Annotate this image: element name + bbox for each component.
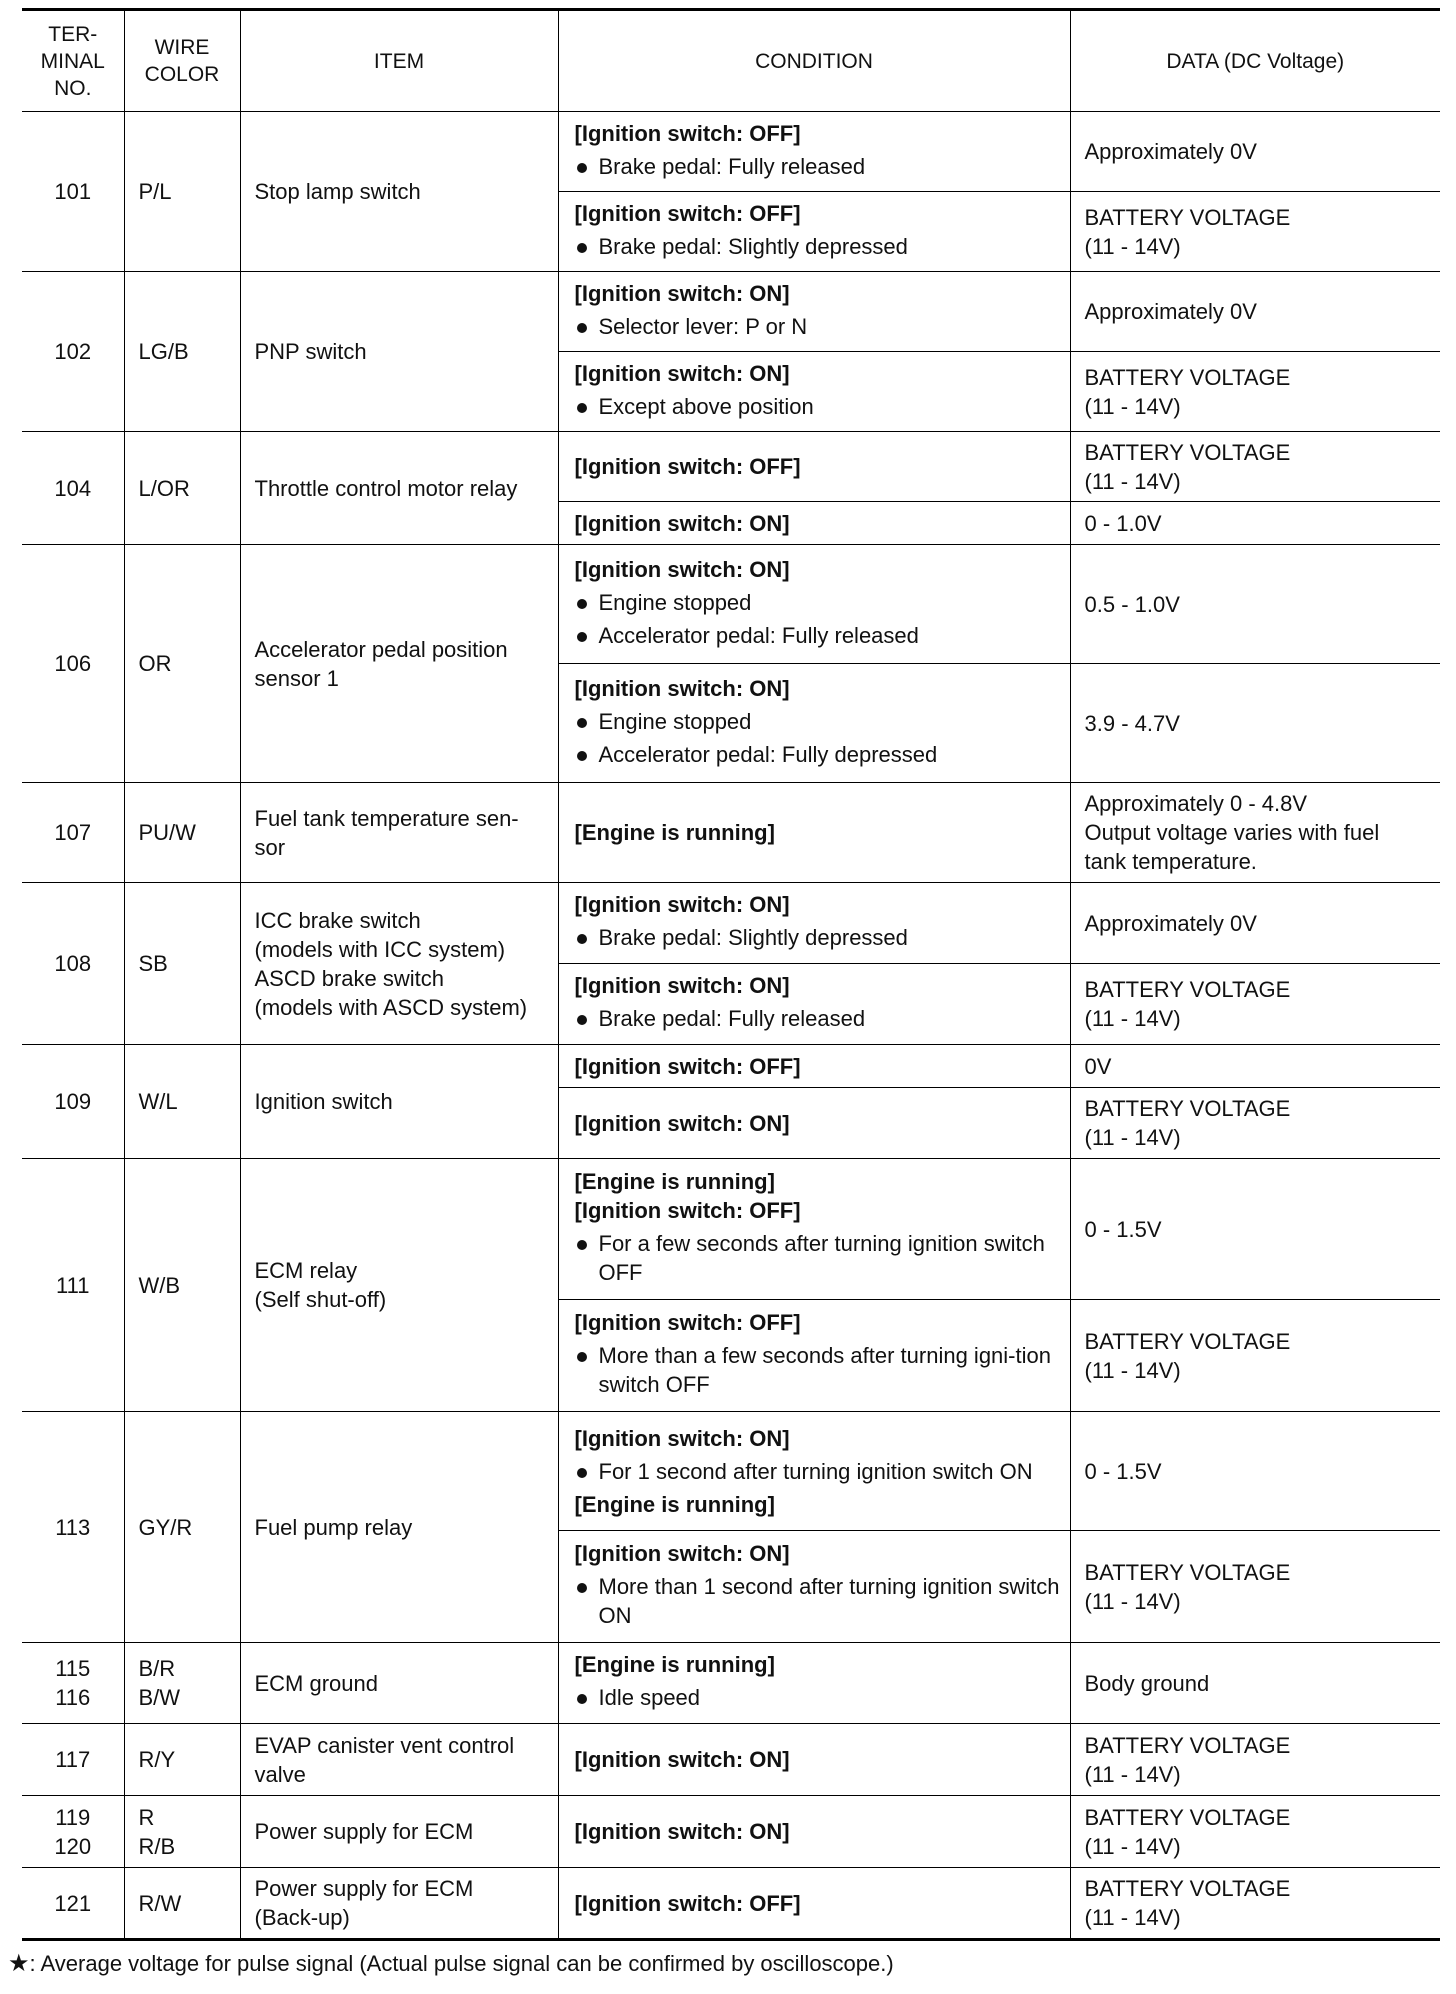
table-row bbox=[22, 1159, 1440, 1300]
condition-heading: [Engine is running] bbox=[574, 1652, 775, 1677]
condition-heading: [Ignition switch: ON] bbox=[574, 510, 790, 536]
item-cell bbox=[240, 783, 558, 883]
terminal-no-cell bbox=[22, 545, 124, 783]
cell-line: Approximately 0V bbox=[1084, 139, 1257, 164]
condition-heading: [Engine is running] bbox=[574, 820, 775, 845]
terminal-no-cell bbox=[22, 1045, 124, 1159]
data-cell bbox=[1070, 112, 1440, 192]
condition-cell bbox=[558, 1643, 1070, 1724]
condition-cell bbox=[558, 664, 1070, 783]
data-cell bbox=[1070, 192, 1440, 272]
condition-heading: [Ignition switch: OFF] bbox=[574, 200, 801, 226]
terminal-no-cell bbox=[22, 112, 124, 272]
cell-line: tank temperature. bbox=[1084, 849, 1257, 874]
terminal-data-table bbox=[22, 8, 1440, 1941]
table-body bbox=[22, 112, 1440, 1940]
cell-line: Body ground bbox=[1084, 1670, 1210, 1696]
cell-line: 102 bbox=[54, 339, 92, 364]
wire-color-cell bbox=[124, 1159, 240, 1412]
cell-line: sensor 1 bbox=[254, 665, 339, 691]
data-cell bbox=[1070, 883, 1440, 964]
table-row bbox=[22, 1724, 1440, 1796]
data-cell bbox=[1070, 1868, 1440, 1940]
star-icon: ★ bbox=[8, 1950, 30, 1977]
condition-bullet: More than a few seconds after turning igni-tion switch OFF bbox=[575, 1341, 1062, 1399]
item-cell bbox=[240, 272, 558, 432]
header-data: DATA (DC Voltage) bbox=[1070, 10, 1440, 112]
cell-line: 121 bbox=[54, 1890, 92, 1916]
header-wire-color: WIRE COLOR bbox=[124, 10, 240, 112]
cell-line: Approximately 0V bbox=[1084, 910, 1257, 936]
condition-cell bbox=[558, 112, 1070, 192]
wire-color-cell bbox=[124, 1045, 240, 1159]
data-cell bbox=[1070, 964, 1440, 1045]
table-row bbox=[22, 1045, 1440, 1088]
cell-line: B/W bbox=[138, 1685, 181, 1710]
condition-heading: [Ignition switch: ON] bbox=[574, 973, 790, 998]
terminal-no-cell bbox=[22, 783, 124, 883]
cell-line: 108 bbox=[54, 951, 92, 976]
table-row bbox=[22, 272, 1440, 352]
item-cell bbox=[240, 1796, 558, 1868]
item-cell bbox=[240, 112, 558, 272]
wire-color-cell bbox=[124, 545, 240, 783]
condition-bullet: Engine stopped bbox=[575, 707, 1062, 736]
cell-line: BATTERY VOLTAGE bbox=[1084, 439, 1291, 465]
terminal-data-table-container bbox=[22, 8, 1440, 1941]
condition-cell bbox=[558, 1868, 1070, 1940]
cell-line: P/L bbox=[138, 179, 172, 204]
header-row bbox=[22, 10, 1440, 112]
condition-heading: [Ignition switch: ON] bbox=[574, 1747, 790, 1772]
condition-cell bbox=[558, 192, 1070, 272]
table-row bbox=[22, 1868, 1440, 1940]
data-cell bbox=[1070, 1724, 1440, 1796]
cell-line: PNP switch bbox=[254, 339, 367, 364]
item-cell bbox=[240, 545, 558, 783]
data-cell bbox=[1070, 1531, 1440, 1643]
wire-color-cell bbox=[124, 1868, 240, 1940]
condition-cell bbox=[558, 883, 1070, 964]
cell-line: Fuel pump relay bbox=[254, 1514, 413, 1540]
condition-cell bbox=[558, 1724, 1070, 1796]
condition-heading: [Ignition switch: ON] bbox=[574, 280, 790, 306]
cell-line: R bbox=[138, 1804, 155, 1830]
condition-heading: [Ignition switch: ON] bbox=[574, 1819, 790, 1844]
cell-line: ASCD brake switch bbox=[254, 965, 445, 991]
cell-line: BATTERY VOLTAGE bbox=[1084, 1804, 1291, 1830]
cell-line: (11 - 14V) bbox=[1084, 1006, 1181, 1031]
cell-line: ECM relay bbox=[254, 1258, 358, 1283]
condition-cell bbox=[558, 545, 1070, 664]
cell-line: R/Y bbox=[138, 1747, 176, 1772]
table-row bbox=[22, 432, 1440, 502]
data-cell bbox=[1070, 1643, 1440, 1724]
condition-bullet: Brake pedal: Slightly depressed bbox=[575, 923, 1062, 952]
condition-heading: [Ignition switch: ON] bbox=[574, 1110, 790, 1136]
condition-heading: [Ignition switch: OFF] bbox=[574, 1890, 801, 1916]
cell-line: 0.5 - 1.0V bbox=[1084, 591, 1180, 617]
condition-heading: [Ignition switch: ON] bbox=[574, 556, 790, 582]
data-cell bbox=[1070, 1088, 1440, 1159]
condition-cell bbox=[558, 1412, 1070, 1531]
terminal-no-cell bbox=[22, 1868, 124, 1940]
condition-heading: [Engine is running] bbox=[574, 1169, 775, 1194]
cell-line: 3.9 - 4.7V bbox=[1084, 710, 1180, 736]
condition-cell bbox=[558, 1796, 1070, 1868]
item-cell bbox=[240, 1159, 558, 1412]
item-cell bbox=[240, 1868, 558, 1940]
cell-line: BATTERY VOLTAGE bbox=[1084, 204, 1291, 230]
cell-line: ICC brake switch bbox=[254, 907, 421, 933]
condition-bullet: Engine stopped bbox=[575, 588, 1062, 617]
condition-heading: [Ignition switch: ON] bbox=[574, 675, 790, 701]
cell-line: BATTERY VOLTAGE bbox=[1084, 1096, 1291, 1121]
data-cell bbox=[1070, 1796, 1440, 1868]
item-cell bbox=[240, 1724, 558, 1796]
condition-cell bbox=[558, 432, 1070, 502]
cell-line: sor bbox=[254, 834, 286, 860]
cell-line: EVAP canister vent control bbox=[254, 1732, 515, 1758]
cell-line: BATTERY VOLTAGE bbox=[1084, 364, 1291, 390]
data-cell bbox=[1070, 1300, 1440, 1412]
condition-heading: [Ignition switch: OFF] bbox=[574, 454, 801, 479]
cell-line: 113 bbox=[55, 1514, 91, 1540]
wire-color-cell bbox=[124, 883, 240, 1045]
cell-line: (Back-up) bbox=[254, 1905, 350, 1930]
cell-line: 0 - 1.5V bbox=[1084, 1216, 1162, 1242]
wire-color-cell bbox=[124, 783, 240, 883]
cell-line: BATTERY VOLTAGE bbox=[1084, 977, 1291, 1002]
condition-cell bbox=[558, 1088, 1070, 1159]
data-cell bbox=[1070, 783, 1440, 883]
cell-line: 107 bbox=[54, 820, 92, 845]
cell-line: Throttle control motor relay bbox=[254, 475, 518, 501]
data-cell bbox=[1070, 352, 1440, 432]
condition-cell bbox=[558, 1045, 1070, 1088]
terminal-no-cell bbox=[22, 1724, 124, 1796]
terminal-no-cell bbox=[22, 883, 124, 1045]
condition-bullet: Idle speed bbox=[575, 1683, 1062, 1712]
cell-line: 111 bbox=[56, 1272, 90, 1298]
cell-line: (models with ASCD system) bbox=[254, 994, 528, 1020]
cell-line: 120 bbox=[54, 1833, 92, 1859]
table-row bbox=[22, 783, 1440, 883]
cell-line: ECM ground bbox=[254, 1670, 379, 1696]
cell-line: B/R bbox=[138, 1656, 176, 1681]
footnote-text: : Average voltage for pulse signal (Actual pulse signal can be confirmed by oscilloscope.) bbox=[29, 1951, 894, 1976]
condition-cell bbox=[558, 352, 1070, 432]
cell-line: BATTERY VOLTAGE bbox=[1084, 1732, 1291, 1758]
footnote bbox=[8, 1950, 894, 1978]
header-terminal-no: TER- MINAL NO. bbox=[22, 10, 124, 112]
condition-cell bbox=[558, 1159, 1070, 1300]
cell-line: 0 - 1.5V bbox=[1084, 1458, 1162, 1484]
terminal-no-cell bbox=[22, 272, 124, 432]
table-row bbox=[22, 1796, 1440, 1868]
cell-line: W/B bbox=[138, 1272, 181, 1298]
wire-color-cell bbox=[124, 1796, 240, 1868]
table-row bbox=[22, 883, 1440, 964]
item-cell bbox=[240, 1045, 558, 1159]
condition-cell bbox=[558, 783, 1070, 883]
data-cell bbox=[1070, 1045, 1440, 1088]
condition-heading: [Ignition switch: OFF] bbox=[574, 1198, 801, 1223]
cell-line: Stop lamp switch bbox=[254, 179, 421, 204]
data-cell bbox=[1070, 1159, 1440, 1300]
cell-line: R/W bbox=[138, 1890, 182, 1916]
wire-color-cell bbox=[124, 1643, 240, 1724]
cell-line: Accelerator pedal position bbox=[254, 636, 508, 662]
cell-line: Ignition switch bbox=[254, 1089, 393, 1114]
data-cell bbox=[1070, 664, 1440, 783]
cell-line: (11 - 14V) bbox=[1084, 1588, 1181, 1614]
wire-color-cell bbox=[124, 432, 240, 545]
cell-line: 119 bbox=[55, 1804, 91, 1830]
item-cell bbox=[240, 883, 558, 1045]
data-cell bbox=[1070, 272, 1440, 352]
item-cell bbox=[240, 432, 558, 545]
condition-bullet: For 1 second after turning ignition switch ON bbox=[575, 1457, 1062, 1486]
cell-line: Power supply for ECM bbox=[254, 1876, 474, 1901]
cell-line: BATTERY VOLTAGE bbox=[1084, 1328, 1291, 1354]
cell-line: R/B bbox=[138, 1833, 176, 1859]
cell-line: 109 bbox=[54, 1089, 92, 1114]
condition-heading: [Ignition switch: OFF] bbox=[574, 120, 801, 146]
condition-bullet: Brake pedal: Fully released bbox=[575, 152, 1062, 181]
item-cell bbox=[240, 1643, 558, 1724]
cell-line: Output voltage varies with fuel bbox=[1084, 820, 1380, 845]
cell-line: 0V bbox=[1084, 1053, 1112, 1079]
cell-line: (11 - 14V) bbox=[1084, 1905, 1181, 1930]
cell-line: (11 - 14V) bbox=[1084, 1357, 1181, 1383]
condition-bullet: Selector lever: P or N bbox=[575, 312, 1062, 341]
cell-line: BATTERY VOLTAGE bbox=[1084, 1559, 1291, 1585]
data-cell bbox=[1070, 1412, 1440, 1531]
cell-line: OR bbox=[138, 651, 172, 676]
terminal-no-cell bbox=[22, 1412, 124, 1643]
table-row bbox=[22, 112, 1440, 192]
table-row bbox=[22, 1643, 1440, 1724]
table-row bbox=[22, 1412, 1440, 1531]
condition-cell bbox=[558, 1300, 1070, 1412]
condition-cell bbox=[558, 964, 1070, 1045]
condition-heading: [Engine is running] bbox=[574, 1491, 775, 1517]
terminal-no-cell bbox=[22, 1643, 124, 1724]
condition-heading: [Ignition switch: OFF] bbox=[574, 1310, 801, 1335]
condition-bullet: Accelerator pedal: Fully released bbox=[575, 621, 1062, 650]
condition-heading: [Ignition switch: ON] bbox=[574, 1541, 790, 1566]
wire-color-cell bbox=[124, 1412, 240, 1643]
condition-heading: [Ignition switch: ON] bbox=[574, 892, 790, 917]
cell-line: Fuel tank temperature sen- bbox=[254, 805, 519, 831]
wire-color-cell bbox=[124, 112, 240, 272]
wire-color-cell bbox=[124, 272, 240, 432]
cell-line: Power supply for ECM bbox=[254, 1819, 474, 1844]
cell-line: SB bbox=[138, 951, 168, 976]
cell-line: (Self shut-off) bbox=[254, 1287, 387, 1312]
cell-line: GY/R bbox=[138, 1514, 193, 1540]
cell-line: (11 - 14V) bbox=[1084, 393, 1181, 419]
cell-line: Approximately 0 - 4.8V bbox=[1084, 791, 1308, 816]
item-cell bbox=[240, 1412, 558, 1643]
terminal-no-cell bbox=[22, 1796, 124, 1868]
condition-bullet: Except above position bbox=[575, 392, 1062, 421]
condition-bullet: For a few seconds after turning ignition switch OFF bbox=[575, 1229, 1062, 1287]
condition-heading: [Ignition switch: ON] bbox=[574, 360, 790, 386]
cell-line: (11 - 14V) bbox=[1084, 468, 1181, 494]
condition-bullet: Brake pedal: Fully released bbox=[575, 1004, 1062, 1033]
data-cell bbox=[1070, 432, 1440, 502]
cell-line: 0 - 1.0V bbox=[1084, 510, 1162, 536]
condition-cell bbox=[558, 502, 1070, 545]
condition-heading: [Ignition switch: OFF] bbox=[574, 1053, 801, 1079]
cell-line: 116 bbox=[55, 1685, 91, 1710]
cell-line: (11 - 14V) bbox=[1084, 1125, 1181, 1150]
cell-line: (11 - 14V) bbox=[1084, 1833, 1181, 1859]
condition-bullet: Brake pedal: Slightly depressed bbox=[575, 232, 1062, 261]
cell-line: 115 bbox=[55, 1656, 91, 1681]
cell-line: 117 bbox=[55, 1747, 91, 1772]
cell-line: PU/W bbox=[138, 820, 196, 845]
cell-line: (11 - 14V) bbox=[1084, 1761, 1181, 1787]
wire-color-cell bbox=[124, 1724, 240, 1796]
cell-line: (models with ICC system) bbox=[254, 936, 506, 962]
cell-line: BATTERY VOLTAGE bbox=[1084, 1876, 1291, 1901]
terminal-no-cell bbox=[22, 1159, 124, 1412]
header-item: ITEM bbox=[240, 10, 558, 112]
cell-line: L/OR bbox=[138, 475, 190, 501]
data-cell bbox=[1070, 502, 1440, 545]
cell-line: W/L bbox=[138, 1089, 178, 1114]
cell-line: 106 bbox=[54, 651, 92, 676]
table-row bbox=[22, 545, 1440, 664]
cell-line: 101 bbox=[54, 179, 92, 204]
header-condition: CONDITION bbox=[558, 10, 1070, 112]
cell-line: LG/B bbox=[138, 339, 189, 364]
condition-cell bbox=[558, 272, 1070, 352]
cell-line: Approximately 0V bbox=[1084, 299, 1257, 324]
cell-line: (11 - 14V) bbox=[1084, 233, 1181, 259]
condition-bullet: Accelerator pedal: Fully depressed bbox=[575, 740, 1062, 769]
data-cell bbox=[1070, 545, 1440, 664]
condition-cell bbox=[558, 1531, 1070, 1643]
terminal-no-cell bbox=[22, 432, 124, 545]
condition-bullet: More than 1 second after turning ignition switch ON bbox=[575, 1572, 1062, 1630]
cell-line: 104 bbox=[54, 475, 92, 501]
cell-line: valve bbox=[254, 1761, 306, 1787]
condition-heading: [Ignition switch: ON] bbox=[574, 1425, 790, 1451]
